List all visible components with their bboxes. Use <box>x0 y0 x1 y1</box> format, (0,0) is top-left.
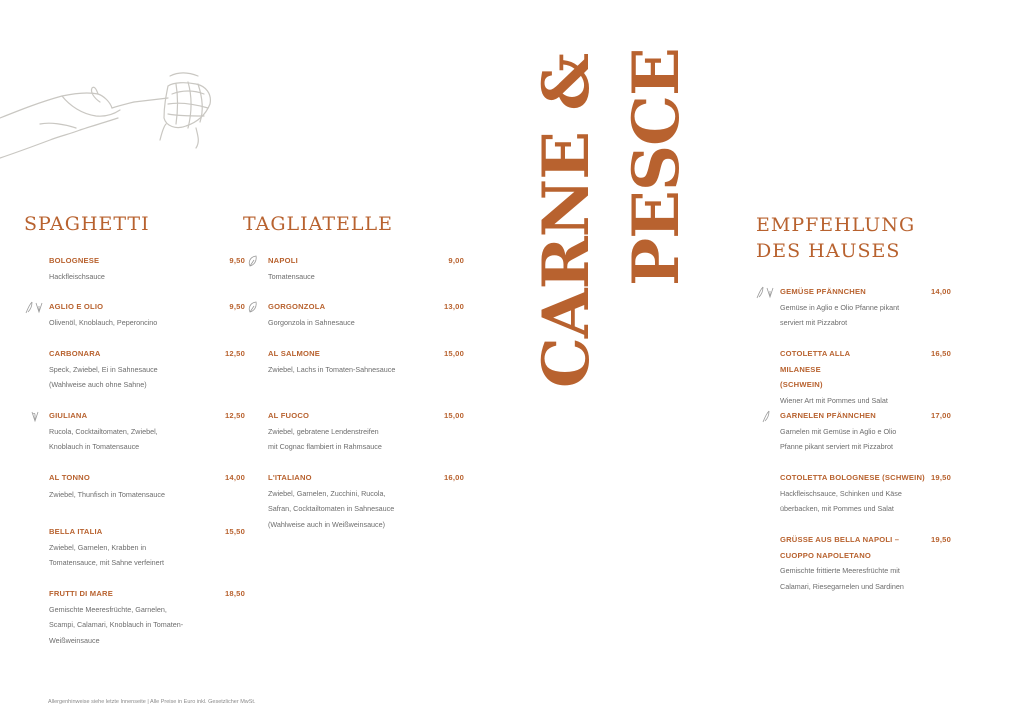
list-item <box>780 532 951 594</box>
dish-price: 19,50 <box>930 473 951 482</box>
dish-price: 16,00 <box>443 473 464 482</box>
dish-price: 14,00 <box>930 287 951 296</box>
vegetarian-icon <box>242 254 264 268</box>
dish-desc: Zwiebel, Lachs in Tomaten-Sahnesauce <box>268 364 396 374</box>
dish-desc: Hackfleischsauce, Schinken und Käse <box>780 488 902 498</box>
dish-name: GORGONZOLA <box>268 302 326 311</box>
dish-price: 12,50 <box>224 411 245 420</box>
dish-price: 15,00 <box>443 349 464 358</box>
dish-desc: überbacken, mit Pommes und Salat <box>780 504 894 513</box>
dish-name: BELLA ITALIA <box>49 527 103 536</box>
dish-name: COTOLETTA ALLA MILANESE (SCHWEIN) <box>780 349 851 389</box>
dish-desc: Zwiebel, Garnelen, Zucchini, Rucola, <box>268 488 386 498</box>
dish-name: GIULIANA <box>49 411 88 420</box>
list-item <box>268 470 464 532</box>
vegetarian-icon <box>242 300 264 314</box>
dish-desc: Gemischte Meeresfrüchte, Garnelen, <box>49 604 167 614</box>
dish-price: 15,50 <box>224 527 245 536</box>
list-item <box>268 253 464 284</box>
dish-desc: mit Cognac flambiert in Rahmsauce <box>268 442 382 451</box>
spaghetti-title: SPAGHETTI <box>24 213 150 235</box>
dish-price: 9,50 <box>229 302 245 311</box>
dish-name: GEMÜSE PFÄNNCHEN <box>780 287 866 296</box>
list-item <box>49 586 245 648</box>
dish-price: 9,00 <box>448 256 464 265</box>
dish-desc: Zwiebel, gebratene Lendenstreifen <box>268 426 379 436</box>
dish-name: FRUTTI DI MARE <box>49 589 113 598</box>
list-item <box>49 470 245 502</box>
dish-desc: Rucola, Cocktailtomaten, Zwiebel, <box>49 426 158 436</box>
dish-price: 19,50 <box>930 535 951 544</box>
list-item <box>49 346 245 393</box>
dish-desc: serviert mit Pizzabrot <box>780 318 848 327</box>
dish-desc: Garnelen mit Gemüse in Aglio e Olio <box>780 426 897 436</box>
dish-desc: Gemischte frittierte Meeresfrüchte mit <box>780 566 900 575</box>
list-item <box>268 408 464 455</box>
dish-name: CARBONARA <box>49 349 101 358</box>
dish-name: BOLOGNESE <box>49 256 100 265</box>
dish-desc: (Wahlweise auch in Weißweinsauce) <box>268 519 386 529</box>
dish-desc: Calamari, Riesegarnelen und Sardinen <box>780 581 904 591</box>
dish-desc: Tomatensauce, mit Sahne verfeinert <box>49 558 165 567</box>
banner-line-1: CARNE & <box>529 53 604 388</box>
dish-desc: Gemüse in Aglio e Olio Pfanne pikant <box>780 302 900 312</box>
dish-desc: Scampi, Calamari, Knoblauch in Tomaten- <box>49 620 184 629</box>
chili-vegan-icon <box>23 300 45 314</box>
dish-price: 9,50 <box>229 256 245 265</box>
dish-desc: Tomatensauce <box>268 271 315 281</box>
dish-name: L'ITALIANO <box>268 473 312 482</box>
dish-desc: Safran, Cocktailtomaten in Sahnesauce <box>268 504 395 513</box>
list-item <box>49 299 245 330</box>
hand-fork-spaghetti-illustration <box>0 66 220 162</box>
dish-name: NAPOLI <box>268 256 298 265</box>
list-item <box>780 284 951 331</box>
list-item <box>49 253 245 284</box>
tagliatelle-title: TAGLIATELLE <box>243 213 393 235</box>
banner-line-2: PESCE <box>619 48 694 286</box>
dish-desc: Weißweinsauce <box>49 635 100 645</box>
dish-desc: Speck, Zwiebel, Ei in Sahnesauce <box>49 364 158 374</box>
dish-desc: Zwiebel, Garnelen, Krabben in <box>49 542 147 552</box>
footer-note: Allergenhinweise siehe letzte Innenseite | Alle Preise in Euro inkl. Gesetzlicher MwSt. <box>48 699 256 705</box>
empfehlung-title-1: EMPFEHLUNG <box>756 214 916 236</box>
list-item <box>268 299 464 330</box>
dish-name: AL TONNO <box>49 473 90 482</box>
dish-price: 12,50 <box>224 349 245 358</box>
dish-desc: Knoblauch in Tomatensauce <box>49 442 140 451</box>
dish-name: GRÜSSE AUS BELLA NAPOLI – CUOPPO NAPOLETANO <box>780 535 900 560</box>
chili-vegan-icon <box>754 285 776 299</box>
list-item <box>49 524 245 571</box>
list-item <box>780 470 951 517</box>
dish-name: COTOLETTA BOLOGNESE (SCHWEIN) <box>780 473 925 482</box>
list-item <box>268 346 464 377</box>
list-item <box>49 408 245 455</box>
dish-desc: Wiener Art mit Pommes und Salat <box>780 395 888 405</box>
dish-desc: Olivenöl, Knoblauch, Peperoncino <box>49 317 158 327</box>
vegan-icon <box>23 409 45 423</box>
dish-price: 14,00 <box>224 473 245 482</box>
dish-name: GARNELEN PFÄNNCHEN <box>780 411 876 420</box>
list-item <box>780 346 951 408</box>
dish-name: AL SALMONE <box>268 349 321 358</box>
chili-icon <box>754 409 776 423</box>
dish-price: 17,00 <box>930 411 951 420</box>
empfehlung-title-2: DES HAUSES <box>756 240 901 262</box>
dish-desc: Gorgonzola in Sahnesauce <box>268 317 355 327</box>
dish-price: 16,50 <box>930 349 951 358</box>
dish-desc: (Wahlweise auch ohne Sahne) <box>49 380 147 389</box>
dish-desc: Pfanne pikant serviert mit Pizzabrot <box>780 442 894 451</box>
dish-price: 18,50 <box>224 589 245 598</box>
dish-price: 15,00 <box>443 411 464 420</box>
dish-name: AGLIO E OLIO <box>49 302 104 311</box>
list-item <box>780 408 951 455</box>
dish-desc: Zwiebel, Thunfisch in Tomatensauce <box>49 489 165 499</box>
dish-price: 13,00 <box>443 302 464 311</box>
dish-desc: Hackfleischsauce <box>49 271 105 281</box>
dish-name: AL FUOCO <box>268 411 310 420</box>
